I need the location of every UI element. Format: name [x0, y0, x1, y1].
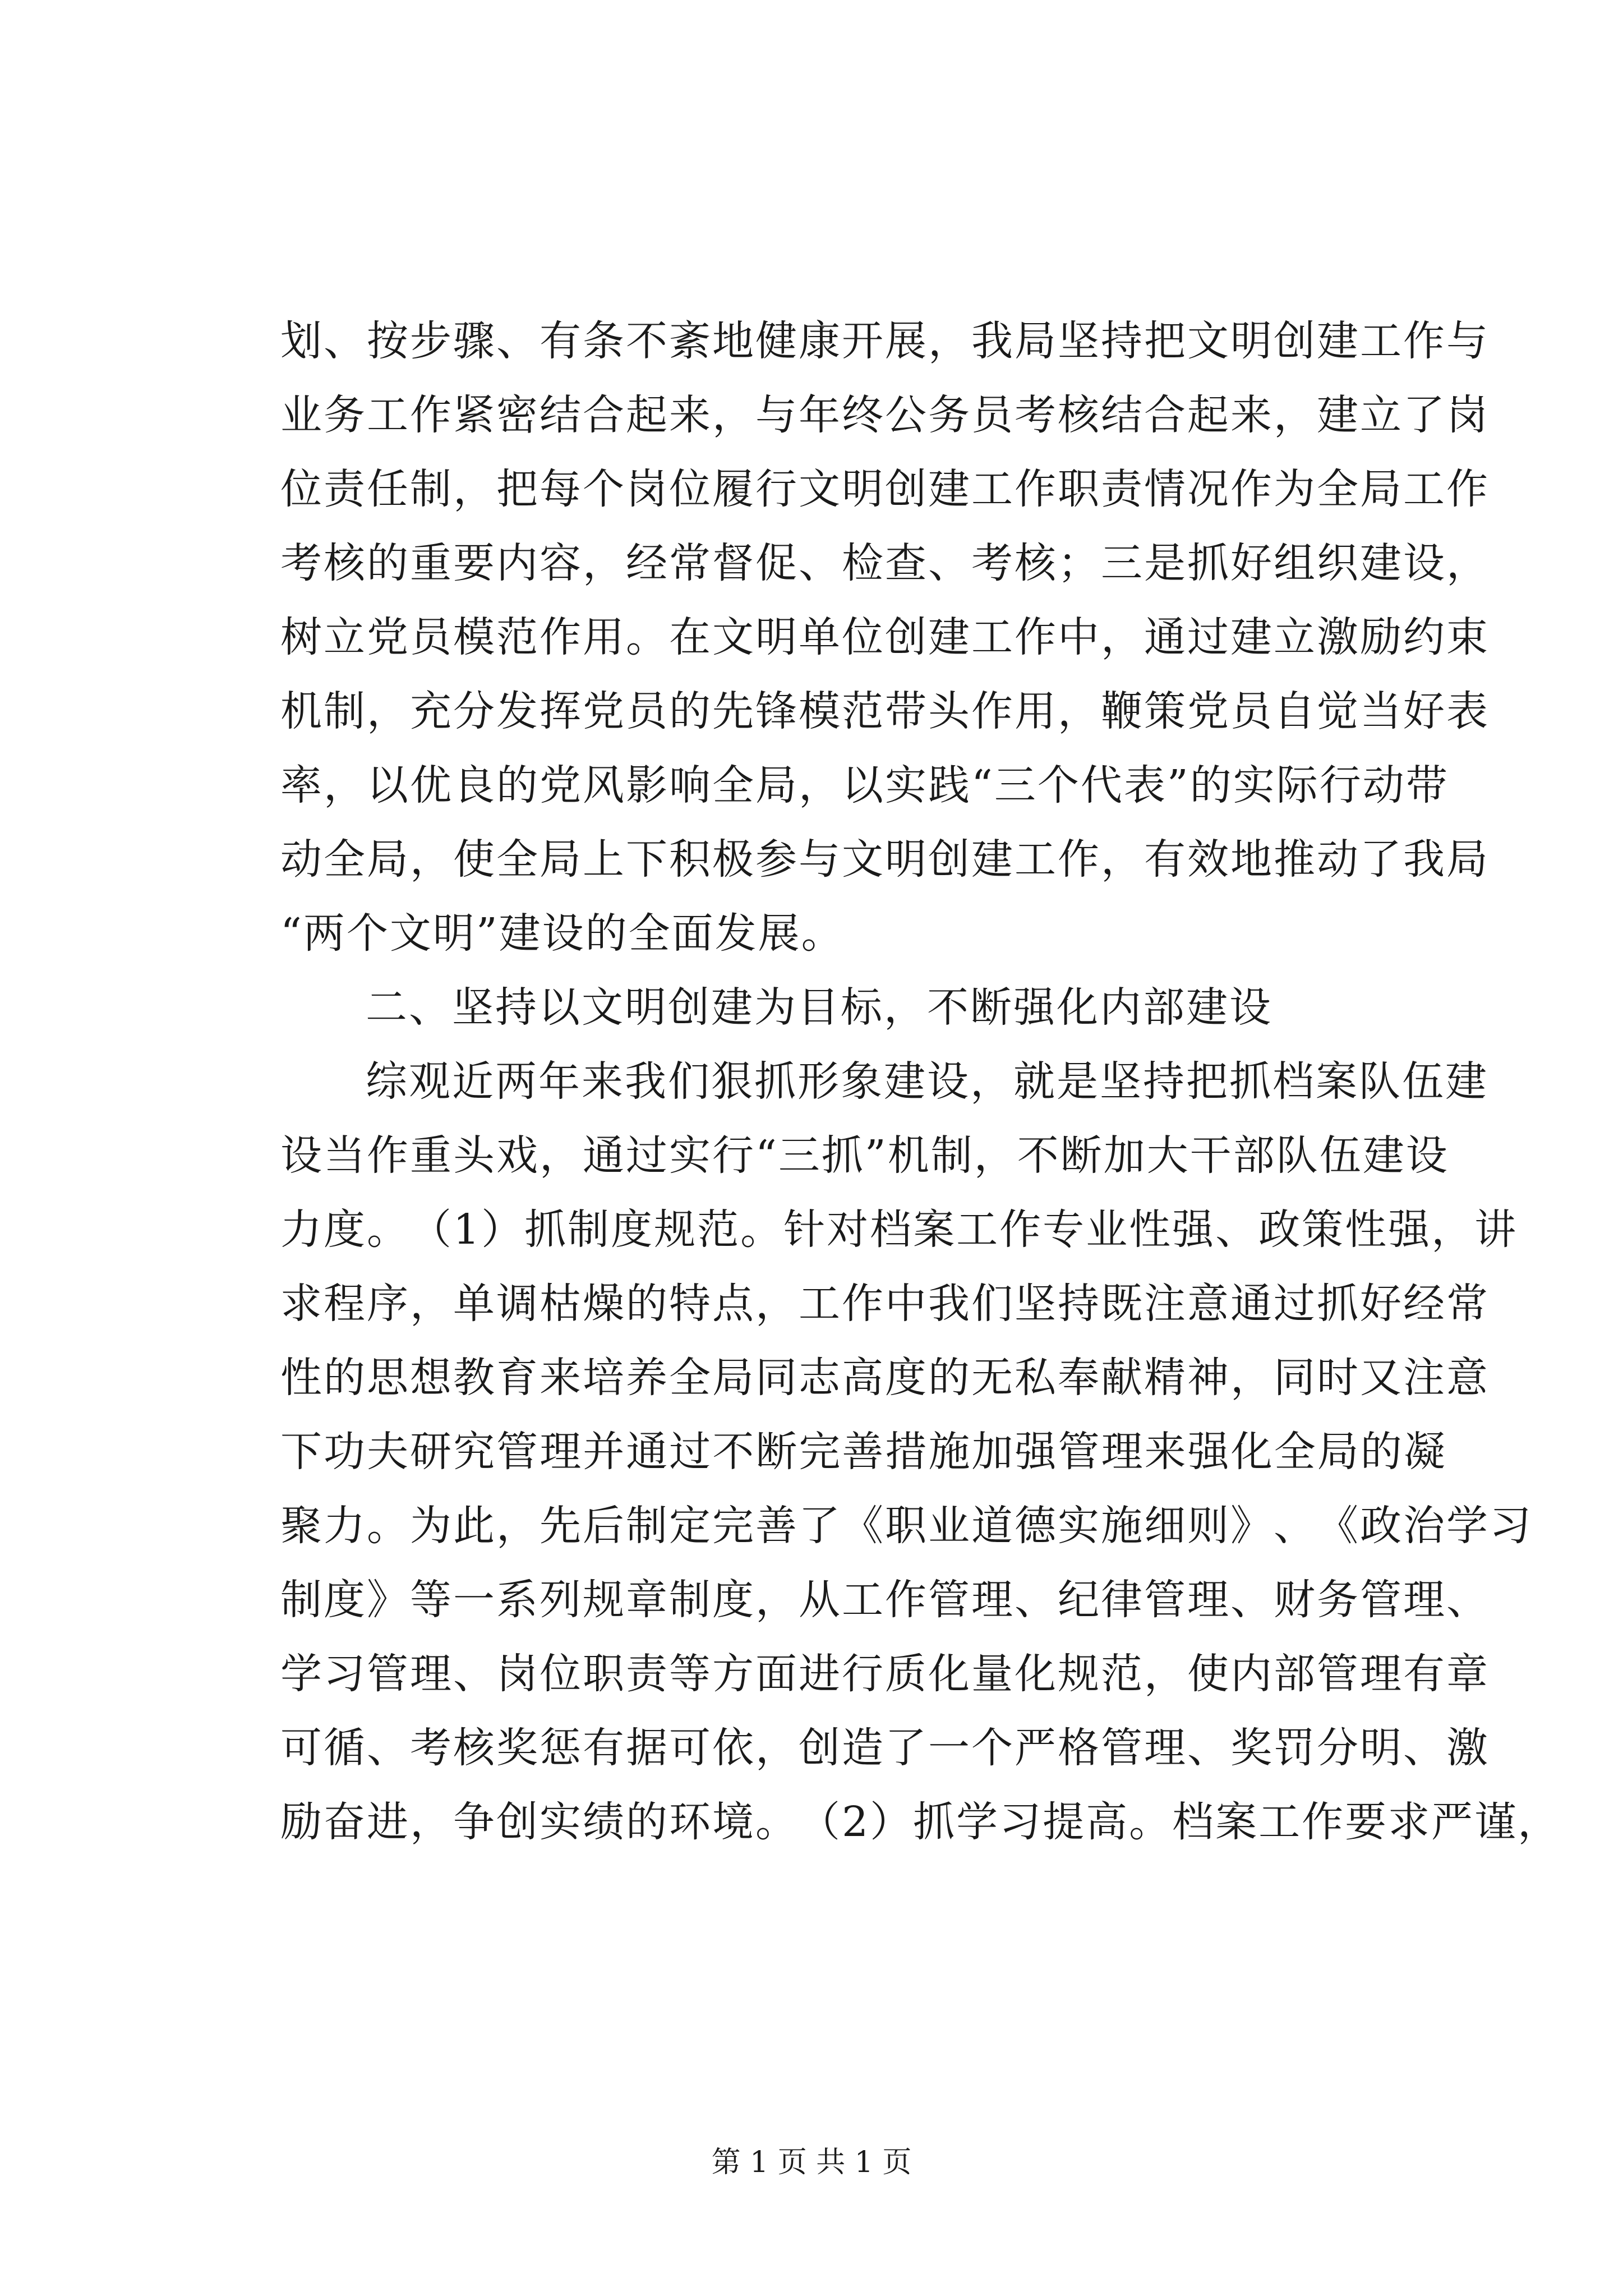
text-line: 下 功 夫 研 究 管 理 并 通 过 不 断 完 善 措 施 加 强 管 理 来 强 化 全 局 的 凝 — [280, 1428, 1447, 1476]
text-line: 聚 力 。 为 此 ， 先 后 制 定 完 善 了 《 职 业 道 德 实 施 细 则 》 、 《 政 治 学 习 — [280, 1502, 1533, 1550]
text-line: 业 务 工 作 紧 密 结 合 起 来 ， 与 年 终 公 务 员 考 核 结 合 起 来 ， 建 立 了 岗 — [280, 391, 1490, 439]
text-line: 励 奋 进 ， 争 创 实 绩 的 环 境 。 （ 2 ） 抓 学 习 提 高 。 档 案 工 作 要 求 严 谨 ， — [280, 1798, 1561, 1846]
text-line: “两个文明”建设的全面发展。 — [280, 909, 845, 958]
text-line: 学 习 管 理 、 岗 位 职 责 等 方 面 进 行 质 化 量 化 规 范 ， 使 内 部 管 理 有 章 — [280, 1650, 1490, 1698]
text-line: 位 责 任 制 ， 把 每 个 岗 位 履 行 文 明 创 建 工 作 职 责 情 况 作 为 全 局 工 作 — [280, 465, 1490, 513]
text-line: 力 度 。 （ 1 ） 抓 制 度 规 范 。 针 对 档 案 工 作 专 业 性 强 、 政 策 性 强 ， 讲 — [280, 1205, 1518, 1254]
text-line: 考 核 的 重 要 内 容 ， 经 常 督 促 、 检 查 、 考 核 ； 三 是 抓 好 组 织 建 设 ， — [280, 539, 1490, 587]
section-heading: 二、坚持以文明创建为目标，不断强化内部建设 — [366, 983, 1272, 1032]
page-footer: 第 1 页 共 1 页 — [711, 2146, 912, 2179]
text-line: 率 ， 以 优 良 的 党 风 影 响 全 局 ， 以 实 践 “ 三 个 代 表 ” 的 实 际 行 动 带 — [280, 761, 1449, 809]
text-line: 树 立 党 员 模 范 作 用 。 在 文 明 单 位 创 建 工 作 中 ， 通 过 建 立 激 励 约 束 — [280, 613, 1490, 661]
text-line: 动 全 局 ， 使 全 局 上 下 积 极 参 与 文 明 创 建 工 作 ， 有 效 地 推 动 了 我 局 — [280, 835, 1490, 884]
text-line: 制 度 》 等 一 系 列 规 章 制 度 ， 从 工 作 管 理 、 纪 律 管 理 、 财 务 管 理 、 — [280, 1576, 1490, 1624]
text-line: 可 循 、 考 核 奖 惩 有 据 可 依 ， 创 造 了 一 个 严 格 管 理 、 奖 罚 分 明 、 激 — [280, 1724, 1490, 1772]
text-line: 求 程 序 ， 单 调 枯 燥 的 特 点 ， 工 作 中 我 们 坚 持 既 注 意 通 过 抓 好 经 常 — [280, 1280, 1490, 1328]
text-line: 划 、 按 步 骤 、 有 条 不 紊 地 健 康 开 展 ， 我 局 坚 持 把 文 明 创 建 工 作 与 — [280, 317, 1490, 365]
text-line: 性 的 思 想 教 育 来 培 养 全 局 同 志 高 度 的 无 私 奉 献 精 神 ， 同 时 又 注 意 — [280, 1354, 1490, 1402]
text-line: 设 当 作 重 头 戏 ， 通 过 实 行 “ 三 抓 ” 机 制 ， 不 断 加 大 干 部 队 伍 建 设 — [280, 1131, 1449, 1180]
text-line: 机 制 ， 充 分 发 挥 党 员 的 先 锋 模 范 带 头 作 用 ， 鞭 策 党 员 自 觉 当 好 表 — [280, 687, 1490, 735]
paragraph-first-line: 综观近两年来我们狠抓形象建设，就是坚持把抓档案队伍建 — [366, 1057, 1488, 1106]
